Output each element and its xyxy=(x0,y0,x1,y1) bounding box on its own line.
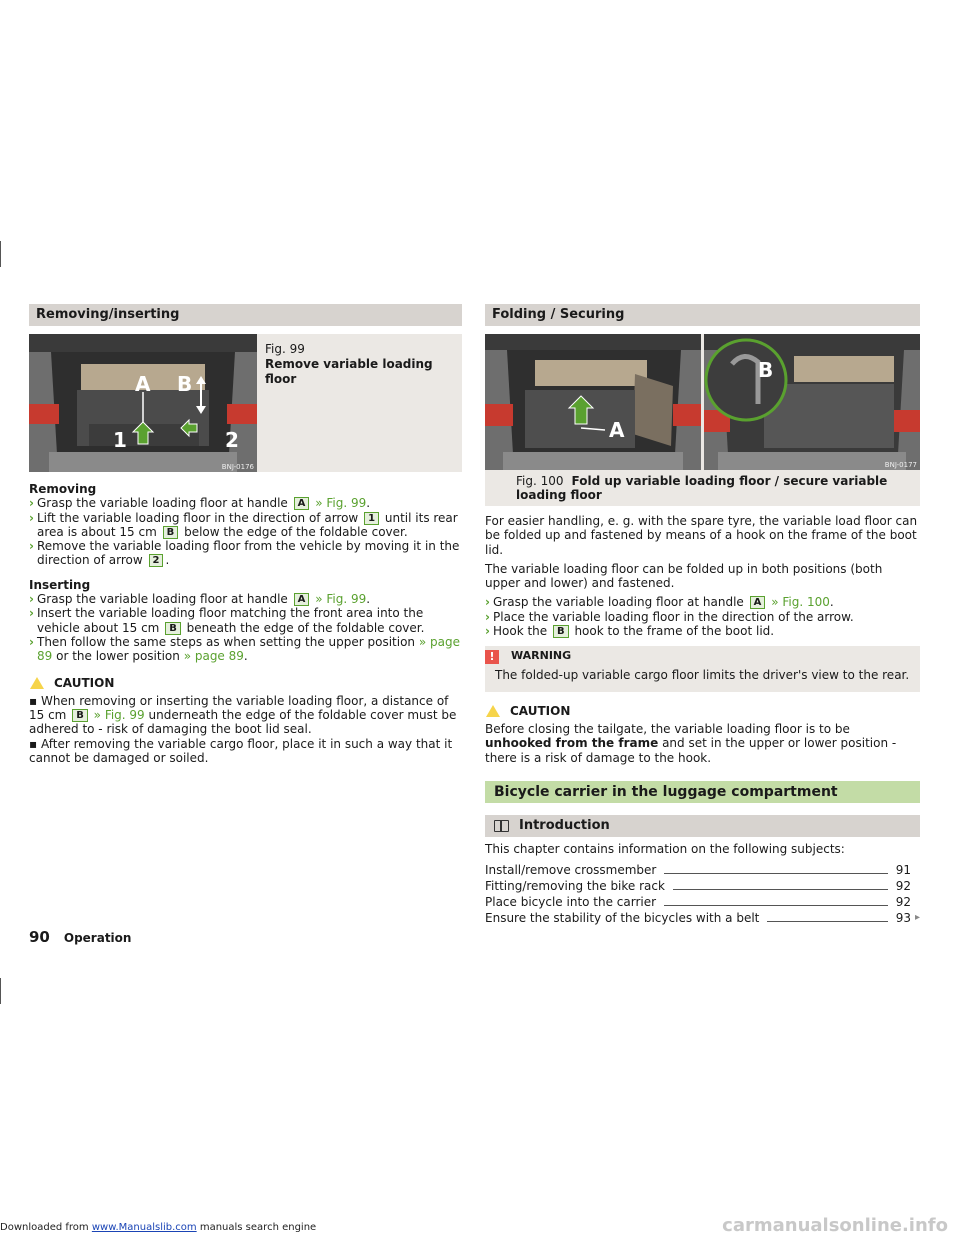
caution-text: ▪ When removing or inserting the variable loading floor, a distance of 15 cm B » Fig. 99 underneath the edge of the foldable cover must be adhered to - risk of damaging the boot lid seal. xyxy=(29,693,457,737)
image-code: BNJ-0177 xyxy=(884,461,917,469)
step: › Lift the variable loading floor in the direction of arrow 1 until its rear area is about 15 cm B below the edge of the foldable cover. xyxy=(29,510,458,539)
figure-100-photos xyxy=(485,334,920,470)
step: › Then follow the same steps as when setting the upper position » page 89 or the lower position » page 89. xyxy=(29,634,461,664)
toc-entry[interactable]: Install/remove crossmember 91 xyxy=(485,863,911,878)
figure-label-1: 1 xyxy=(113,428,127,452)
figure-100-photo-right xyxy=(704,334,920,470)
key-b: B xyxy=(72,709,88,722)
book-icon xyxy=(494,820,509,832)
chapter-heading: Bicycle carrier in the luggage compartment xyxy=(485,781,920,803)
figure-number: Fig. 100 xyxy=(516,474,564,488)
figure-label-2: 2 xyxy=(225,428,239,452)
caution-text: Before closing the tailgate, the variable loading floor is to be unhooked from the frame and set in the upper or lower position - there is a risk of damage to the hook. xyxy=(485,721,897,765)
figure-link[interactable]: » Fig. 99 xyxy=(93,708,145,723)
toc-entry[interactable]: Fitting/removing the bike rack 92 xyxy=(485,879,911,894)
step: › Insert the variable loading floor matching the front area into the vehicle about 15 cm B beneath the edge of the foldable cover. xyxy=(29,606,425,635)
subheading-inserting: Inserting xyxy=(29,577,91,592)
intro-heading: Introduction xyxy=(485,815,920,837)
key-1: 1 xyxy=(364,512,379,525)
key-a: A xyxy=(294,593,310,606)
download-notice: Downloaded from www.Manualslib.com manuals search engine xyxy=(0,1222,317,1233)
removing-section xyxy=(29,482,462,765)
page-link[interactable]: » page 89 xyxy=(37,634,461,664)
warning-heading: WARNING xyxy=(511,649,572,663)
step: › Grasp the variable loading floor at handle A » Fig. 100. xyxy=(485,595,834,610)
continue-arrow-icon: ▸ xyxy=(914,912,920,924)
subheading-removing: Removing xyxy=(29,482,97,496)
step: › Hook the B hook to the frame of the boot lid. xyxy=(485,624,775,639)
paragraph: For easier handling, e. g. with the spare tyre, the variable load floor can be folded up and fastened by means of a hook on the frame of the boot lid. xyxy=(485,514,918,557)
crop-mark xyxy=(0,241,1,267)
figure-link[interactable]: » Fig. 99 xyxy=(315,592,367,607)
key-b: B xyxy=(165,622,181,635)
section-header: Folding / Securing xyxy=(485,304,920,326)
figure-title: Fold up variable loading floor / secure variable loading floor xyxy=(516,474,888,502)
caution-heading: CAUTION xyxy=(29,676,462,690)
figure-99 xyxy=(29,334,462,472)
page-number: 90 xyxy=(29,928,50,946)
step: › Remove the variable loading floor from the vehicle by moving it in the direction of arrow 2 . xyxy=(29,539,460,568)
warning-icon: ! xyxy=(485,650,499,664)
step: › Place the variable loading floor in the direction of the arrow. xyxy=(485,609,854,624)
step: › Grasp the variable loading floor at handle A » Fig. 99. xyxy=(29,496,371,511)
figure-label-a: A xyxy=(135,372,151,396)
watermark: carmanualsonline.info xyxy=(722,1215,948,1236)
figure-label-a: A xyxy=(609,418,625,442)
figure-99-photo xyxy=(29,334,257,472)
figure-link[interactable]: » Fig. 99 xyxy=(315,496,367,511)
toc-entry[interactable]: Place bicycle into the carrier 92 xyxy=(485,895,911,910)
intro-text: This chapter contains information on the following subjects: xyxy=(485,841,845,856)
steps xyxy=(485,595,920,638)
caution-text: ▪ After removing the variable cargo floor, place it in such a way that it cannot be damaged or soiled. xyxy=(29,736,453,766)
figure-link[interactable]: » Fig. 100 xyxy=(771,595,830,610)
key-b: B xyxy=(553,625,569,638)
figure-caption xyxy=(257,334,462,472)
crop-mark xyxy=(0,978,1,1004)
key-a: A xyxy=(294,497,310,510)
toc-entry[interactable]: Ensure the stability of the bicycles with a belt 93 ▸ xyxy=(485,911,920,926)
left-column xyxy=(29,304,462,765)
section-header: Removing/inserting xyxy=(29,304,462,326)
page-link[interactable]: » page 89 xyxy=(183,649,244,664)
key-a: A xyxy=(750,596,766,609)
warning-text: The folded-up variable cargo floor limits the driver's view to the rear. xyxy=(495,667,910,682)
warning-box xyxy=(485,646,920,691)
right-column xyxy=(485,304,920,926)
figure-100-photo-left xyxy=(485,334,701,470)
caution-icon xyxy=(30,677,44,689)
figure-caption xyxy=(485,470,920,506)
folding-text xyxy=(485,514,920,926)
figure-number: Fig. 99 xyxy=(265,342,305,356)
figure-title: Remove variable loading floor xyxy=(265,357,433,386)
manualslib-link[interactable]: www.Manualslib.com xyxy=(91,1222,197,1233)
image-code: BNJ-0176 xyxy=(221,463,254,471)
figure-label-b: B xyxy=(758,358,774,382)
figure-label-b: B xyxy=(177,372,193,396)
figure-100 xyxy=(485,334,920,506)
page-footer xyxy=(29,928,131,946)
paragraph: The variable loading floor can be folded up in both positions (both upper and lower) and fastened. xyxy=(485,561,883,591)
key-b: B xyxy=(163,526,179,539)
caution-icon xyxy=(486,705,500,717)
caution-heading: CAUTION xyxy=(485,704,920,718)
footer-section: Operation xyxy=(63,931,132,945)
key-2: 2 xyxy=(149,554,164,567)
step: › Grasp the variable loading floor at handle A » Fig. 99. xyxy=(29,592,371,607)
